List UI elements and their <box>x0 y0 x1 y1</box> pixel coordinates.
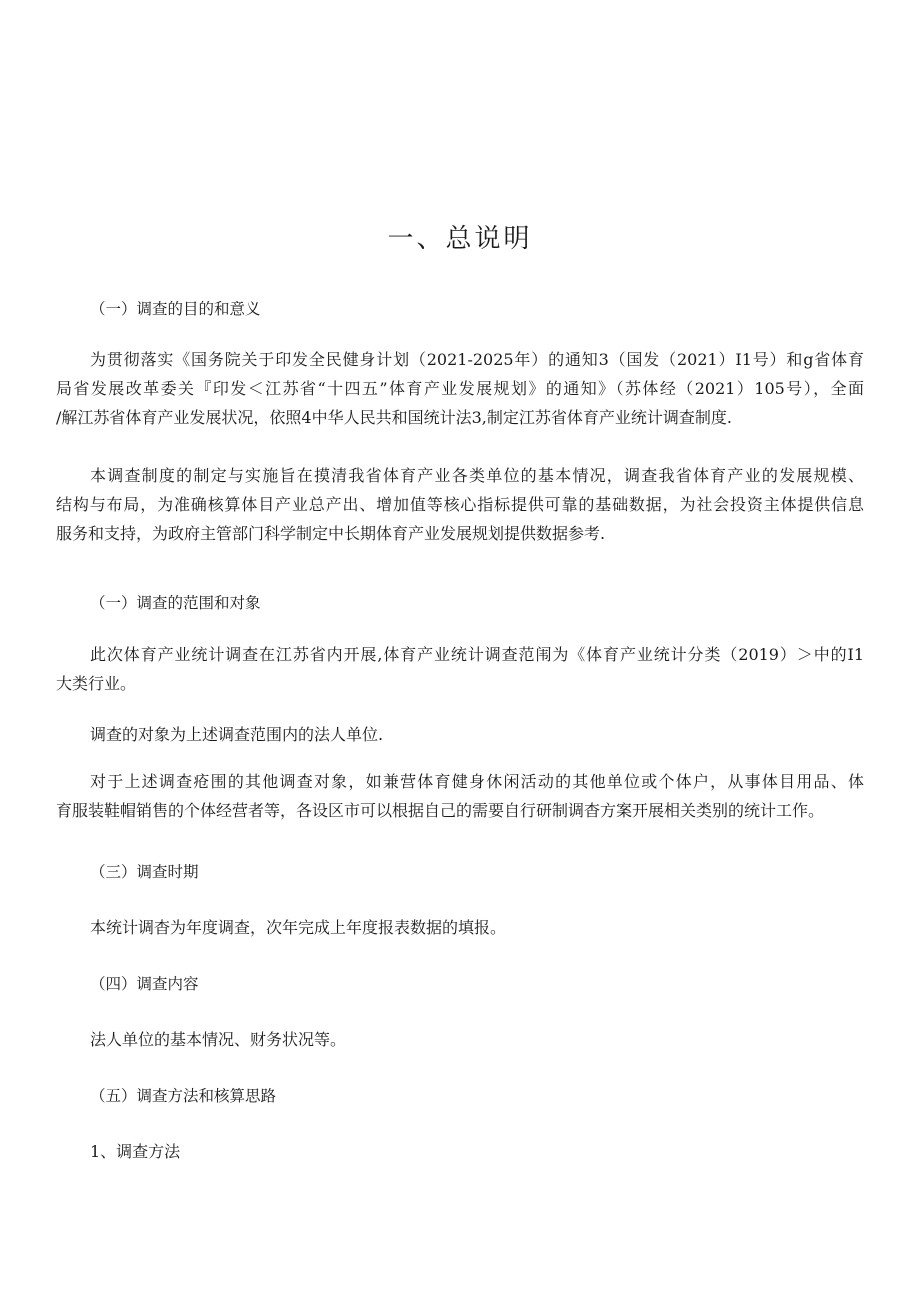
paragraph-line: 为贯彻落实《国务院关于印发全民健身计划（2021-2025年）的通知3（国发（2021）I1号）和g省体育 <box>90 350 864 369</box>
page-title: 一、总说明 <box>387 224 533 254</box>
paragraph-line: 本调查制度的制定与实施旨在摸清我省体育产业各类单位的基本情况，调查我省体育产业的发展规模、 <box>90 466 864 485</box>
paragraph-line: /解江苏省体育产业发展状况，依照4中华人民共和国统计法3,制定江苏省体育产业统计调查制度. <box>56 408 732 427</box>
paragraph-period: 本统计调杳为年度调查，次年完成上年度报表数据的填报。 <box>90 918 507 937</box>
paragraph-line: 局省发展改革委关『印发＜江苏省“十四五”体育产业发展规划》的通知》（苏体经（2021）105号），全面 <box>56 379 864 398</box>
section-heading-method: （五）调查方法和核算思路 <box>90 1087 277 1105</box>
paragraph-line: 大类行业。 <box>56 674 137 693</box>
subheading-survey-method: 1、调查方法 <box>90 1142 181 1161</box>
paragraph-line: 对于上述调查疮围的其他调查对象，如兼营体育健身休闲活动的其他单位或个体户，从事体目用品、体 <box>90 772 864 791</box>
paragraph-purpose-1 <box>56 345 864 432</box>
section-heading-content: （四）调查内容 <box>90 975 199 993</box>
paragraph-content: 法人单位的基本情况、财务状况等。 <box>90 1030 347 1049</box>
paragraph-scope-3 <box>56 767 864 825</box>
paragraph-line: 此次体育产业统计调查在江苏省内开展,体育产业统计调查范闱为《体育产业统计分类（2019）＞中的I1 <box>90 645 864 664</box>
paragraph-line: 育服装鞋帽销售的个体经营者等，各设区市可以根据自己的需要自行研制调杳方案开展相关类别的统计工作。 <box>56 801 825 820</box>
paragraph-scope-1 <box>56 640 864 698</box>
paragraph-line: 服务和支持，为政府主管部门科学制定中长期体育产业发展规划提供数据参考. <box>56 524 606 543</box>
section-heading-period: （三）调查时期 <box>90 863 199 881</box>
section-heading-purpose: （一）调查的目的和意义 <box>90 300 261 318</box>
section-heading-scope: （一）调查的范围和对象 <box>90 594 261 612</box>
paragraph-scope-2: 调查的对象为上述调查范围内的法人单位. <box>90 725 384 744</box>
paragraph-line: 结构与布局，为准确核算体目产业总产出、增加值等核心指标提供可靠的基础数据，为社会投资主体提供信息 <box>56 495 864 514</box>
paragraph-purpose-2 <box>56 461 864 548</box>
